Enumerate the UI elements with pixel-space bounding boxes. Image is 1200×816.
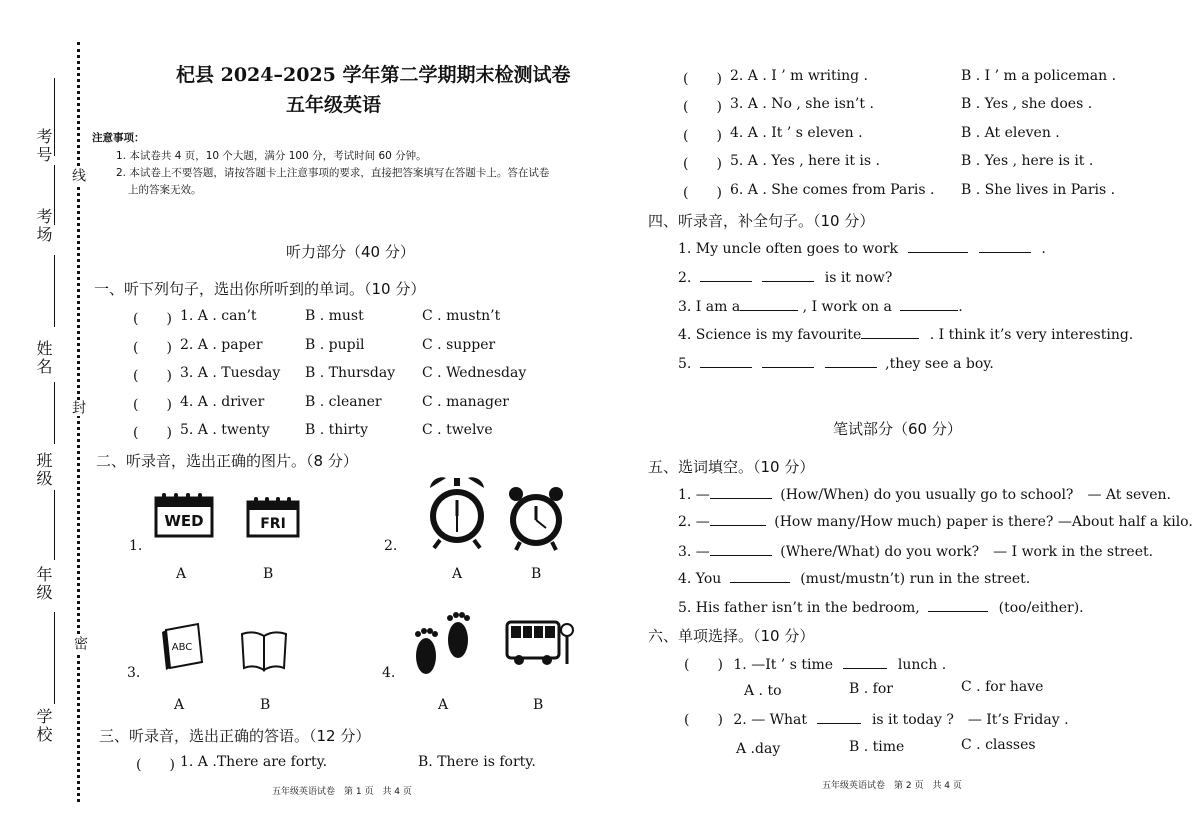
sec4-q5-end: ,they see a boy.	[885, 356, 994, 372]
sec4-q4-b: . I think it’s very interesting.	[929, 327, 1134, 343]
sec3-option-b: B . Yes , here is it .	[961, 153, 1094, 169]
sec3-heading: 三、听录音，选出正确的答语。（12 分）	[99, 727, 371, 745]
sec4-q1-text: 1. My uncle often goes to work	[678, 241, 898, 257]
notes-item-1: 1. 本试卷共 4 页，10 个大题，满分 100 分，考试时间 60 分钟。	[116, 150, 427, 162]
sec1-option-a: 1. A . can’t	[180, 308, 257, 324]
writing-heading: 笔试部分（60 分）	[833, 420, 962, 438]
sec1-option-c: C . twelve	[422, 422, 493, 438]
sec4-q3	[678, 297, 963, 315]
answer-blank	[843, 655, 887, 669]
sec6-q1-opt-a: A . to	[744, 683, 782, 699]
sec2-letter-4b: B	[533, 697, 544, 713]
seal-char-mi: 密	[72, 636, 88, 652]
answer-blank	[817, 710, 861, 724]
sec3-option-b: B . I ’ m a policeman .	[961, 68, 1117, 84]
seal-char-feng: 封	[70, 400, 86, 416]
sec6-q1-opt-c: C . for have	[961, 679, 1044, 695]
notes-item-2: 2. 本试卷上不要答题，请按答题卡上注意事项的要求，直接把答案填写在答题卡上。答在试卷	[116, 167, 550, 179]
sec4-q4	[678, 325, 1133, 343]
book-abc-text: ABC	[171, 642, 193, 653]
sec1-option-c: C . Wednesday	[422, 365, 527, 381]
answer-blank	[700, 354, 752, 368]
sec1-option-a: 2. A . paper	[180, 337, 263, 353]
answer-blank	[740, 297, 798, 311]
sec4-q1-end: .	[1041, 241, 1046, 257]
sec5-q2-a: 2. —	[678, 514, 710, 530]
sec1-option-a: 3. A . Tuesday	[180, 365, 281, 381]
sec1-option-c: C . supper	[422, 337, 496, 353]
answer-blank	[710, 542, 772, 556]
answer-paren: ( )	[683, 99, 722, 115]
answer-paren: ( )	[683, 71, 722, 87]
margin-label-xingming: 姓名	[34, 340, 53, 376]
answer-blank	[762, 268, 814, 282]
sec6-q1	[684, 654, 946, 674]
answer-blank	[700, 268, 752, 282]
sec6-q1-a: 1. —It ’ s time	[733, 657, 834, 673]
sec5-q1-b: (How/When) do you usually go to school? — At seven.	[780, 487, 1171, 503]
sec5-q2-b: (How many/How much) paper is there? —About half a kilo.	[774, 514, 1193, 530]
margin-label-kaochang: 考场	[34, 208, 53, 244]
margin-label-kaohao: 考号	[34, 128, 53, 164]
answer-paren: ( )	[683, 156, 722, 172]
sec6-q2-opt-a: A .day	[736, 741, 781, 757]
sec6-heading: 六、单项选择。（10 分）	[648, 627, 815, 645]
page-title: 杞县 2024–2025 学年第二学期期末检测试卷	[176, 64, 571, 86]
sec4-q4-a: 4. Science is my favourite	[678, 327, 862, 343]
sec3-option-a: 6. A . She comes from Paris .	[730, 182, 935, 198]
sec1-option-b: B . cleaner	[305, 394, 382, 410]
sec5-q5-a: 5. His father isn’t in the bedroom,	[678, 600, 920, 616]
notes-item-2-cont: 上的答案无效。	[128, 184, 202, 196]
seal-char-xian: 线	[70, 168, 86, 184]
sec4-q2-num: 2.	[678, 270, 692, 286]
sec2-letter-1a: A	[176, 566, 187, 582]
answer-paren: ( )	[133, 425, 172, 441]
answer-paren: ( )	[133, 397, 172, 413]
sec3-option-a: 3. A . No , she isn’t .	[730, 96, 874, 112]
listening-heading: 听力部分（40 分）	[286, 243, 415, 261]
sec5-q3-a: 3. —	[678, 544, 710, 560]
answer-blank	[908, 239, 968, 253]
page-subtitle: 五年级英语	[286, 94, 382, 116]
sec6-q2-a: 2. — What	[733, 712, 808, 728]
sec1-option-c: C . manager	[422, 394, 509, 410]
answer-blank	[825, 354, 877, 368]
sec3-option-a: 1. A .There are forty.	[180, 754, 328, 770]
calendar-wed-icon	[154, 492, 214, 542]
sec1-option-b: B . thirty	[305, 422, 368, 438]
notes-heading: 注意事项：	[92, 132, 145, 144]
sec5-q3-b: (Where/What) do you work? — I work in the street.	[780, 544, 1154, 560]
sec5-q5	[678, 598, 1084, 616]
sec1-option-a: 5. A . twenty	[180, 422, 270, 438]
sec1-option-a: 4. A . driver	[180, 394, 265, 410]
sec2-num-3: 3.	[127, 665, 141, 681]
answer-paren: ( )	[133, 311, 172, 327]
answer-blank	[710, 485, 772, 499]
sec6-q1-b: lunch .	[897, 657, 947, 673]
margin-line-4	[54, 382, 55, 444]
sec2-letter-2b: B	[531, 566, 542, 582]
sec3-option-a: 4. A . It ’ s eleven .	[730, 125, 863, 141]
sec1-option-b: B . Thursday	[305, 365, 396, 381]
sec5-q1-a: 1. —	[678, 487, 710, 503]
bus-stop-icon	[505, 614, 575, 672]
sec4-q2-end: is it now?	[824, 270, 893, 286]
footer-right: 五年级英语试卷 第 2 页 共 4 页	[822, 781, 962, 791]
sec3-option-a: 2. A . I ’ m writing .	[730, 68, 869, 84]
sec4-q5	[678, 354, 994, 372]
sec2-heading: 二、听录音，选出正确的图片。（8 分）	[96, 452, 358, 470]
alarm-clock-dark-icon	[426, 474, 488, 554]
margin-label-banji: 班级	[34, 452, 53, 488]
abc-book-icon	[160, 622, 206, 676]
sec4-q3-b: , I work on a	[802, 299, 892, 315]
calendar-wed-text: WED	[164, 512, 204, 530]
sec3-option-b: B . At eleven .	[961, 125, 1060, 141]
margin-line-3	[54, 255, 55, 327]
calendar-fri-text: FRI	[260, 516, 286, 532]
sec2-letter-1b: B	[263, 566, 274, 582]
sec6-q1-opt-b: B . for	[849, 681, 893, 697]
sec5-q1	[678, 484, 1171, 504]
sec4-q3-end: .	[958, 299, 963, 315]
margin-label-nianji: 年级	[34, 566, 53, 602]
sec4-heading: 四、听录音，补全句子。（10 分）	[648, 212, 875, 230]
answer-paren: ( )	[684, 712, 723, 728]
sec4-q1	[678, 239, 1046, 257]
sec1-option-c: C . mustn’t	[422, 308, 501, 324]
sec5-heading: 五、选词填空。（10 分）	[648, 458, 815, 476]
answer-paren: ( )	[133, 368, 172, 384]
answer-paren: ( )	[133, 340, 172, 356]
answer-blank	[900, 297, 958, 311]
answer-blank	[730, 569, 790, 583]
sec2-num-4: 4.	[382, 665, 396, 681]
sec3-option-b: B . She lives in Paris .	[961, 182, 1116, 198]
calendar-fri-icon	[246, 496, 300, 542]
sec3-option-b: B . Yes , she does .	[961, 96, 1093, 112]
answer-blank	[710, 512, 766, 526]
sec4-q5-num: 5.	[678, 356, 692, 372]
answer-paren: ( )	[683, 185, 722, 201]
sec6-q2-opt-c: C . classes	[961, 737, 1036, 753]
sec2-letter-3a: A	[174, 697, 185, 713]
sec6-q2-b: is it today ? — It’s Friday .	[871, 712, 1069, 728]
sec5-q5-b: (too/either).	[998, 600, 1084, 616]
answer-blank	[861, 325, 919, 339]
sec5-q2	[678, 512, 1193, 530]
sec1-option-b: B . must	[305, 308, 364, 324]
margin-label-xuexiao: 学校	[34, 708, 53, 744]
sec4-q3-a: 3. I am a	[678, 299, 741, 315]
margin-line-6	[54, 612, 55, 704]
answer-blank	[762, 354, 814, 368]
sec5-q3	[678, 541, 1153, 561]
sec5-q4-b: (must/mustn’t) run in the street.	[800, 571, 1031, 587]
sec6-q2	[684, 709, 1069, 729]
sec4-q2	[678, 268, 892, 286]
footer-left: 五年级英语试卷 第 1 页 共 4 页	[272, 787, 412, 797]
sec1-heading: 一、听下列句子，选出你所听到的单词。（10 分）	[94, 280, 426, 298]
sec2-num-1: 1.	[129, 538, 143, 554]
open-book-icon	[240, 628, 288, 676]
answer-blank	[979, 239, 1031, 253]
sec2-letter-2a: A	[452, 566, 463, 582]
answer-paren: ( )	[136, 757, 175, 773]
sec2-letter-3b: B	[260, 697, 271, 713]
footprints-icon	[408, 610, 476, 682]
alarm-clock-light-icon	[506, 484, 566, 556]
answer-paren: ( )	[683, 128, 722, 144]
sec1-option-b: B . pupil	[305, 337, 365, 353]
margin-line-5	[54, 490, 55, 560]
sec6-q2-opt-b: B . time	[849, 739, 905, 755]
answer-paren: ( )	[684, 657, 723, 673]
sec3-option-a: 5. A . Yes , here it is .	[730, 153, 880, 169]
answer-blank	[928, 598, 988, 612]
sec2-letter-4a: A	[438, 697, 449, 713]
sec5-q4	[678, 569, 1030, 587]
sec3-option-b: B. There is forty.	[418, 754, 536, 770]
sec2-num-2: 2.	[384, 538, 398, 554]
binding-dotted-line	[77, 42, 80, 802]
sec5-q4-a: 4. You	[678, 571, 722, 587]
